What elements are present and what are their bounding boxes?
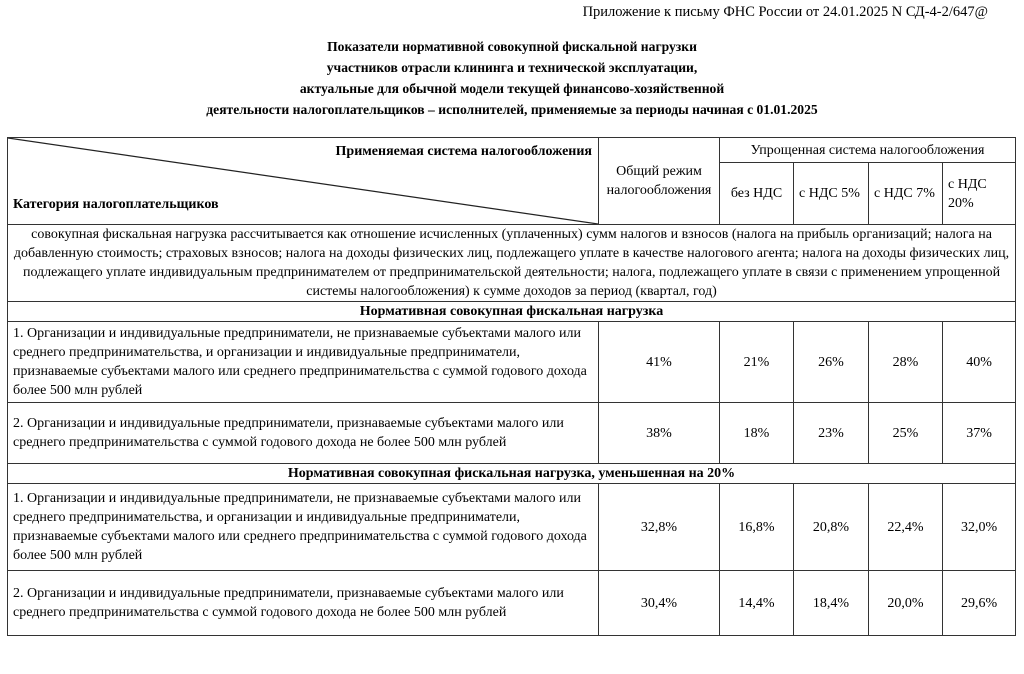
value-usn-vat-7: 25%	[869, 403, 943, 464]
usn-vat-5-header: с НДС 5%	[794, 163, 869, 225]
value-usn-vat-5: 20,8%	[794, 484, 869, 571]
table-row	[8, 403, 1016, 464]
document-title	[0, 36, 1024, 120]
table-row	[8, 484, 1016, 571]
appendix-reference: Приложение к письму ФНС России от 24.01.2025 N СД-4-2/647@	[582, 4, 988, 20]
value-usn-vat-7: 28%	[869, 322, 943, 403]
value-usn-vat-7: 20,0%	[869, 571, 943, 636]
value-general: 41%	[599, 322, 720, 403]
value-usn-no-vat: 16,8%	[720, 484, 794, 571]
simplified-system-header: Упрощенная система налогообложения	[720, 138, 1016, 163]
taxpayer-category-header: Категория налогоплательщиков	[13, 197, 219, 212]
value-usn-vat-5: 23%	[794, 403, 869, 464]
title-line: Показатели нормативной совокупной фискальной нагрузки	[327, 39, 697, 54]
value-usn-no-vat: 21%	[720, 322, 794, 403]
value-usn-vat-20: 40%	[943, 322, 1016, 403]
section-title-reduced: Нормативная совокупная фискальная нагрузка, уменьшенная на 20%	[8, 464, 1016, 484]
value-general: 38%	[599, 403, 720, 464]
title-line: актуальные для обычной модели текущей финансово-хозяйственной	[299, 81, 725, 96]
tax-system-header: Применяемая система налогообложения	[335, 144, 592, 159]
fiscal-burden-table	[7, 137, 1016, 636]
title-line: участников отрасли клининга и технической эксплуатации,	[326, 60, 698, 75]
diagonal-header-cell	[8, 138, 599, 225]
category-cell: 2. Организации и индивидуальные предприниматели, признаваемые субъектами малого или среднего предпринимательства с суммой годового дохода не более 500 млн рублей	[8, 571, 599, 636]
section-header-row	[8, 302, 1016, 322]
section-title-normative: Нормативная совокупная фискальная нагрузка	[8, 302, 1016, 322]
category-cell: 1. Организации и индивидуальные предприниматели, не признаваемые субъектами малого или среднего предпринимательства, и организации и индивидуальные предприниматели, признаваемые субъектами малого или среднего предпринимательства с суммой годового дохода более 500 млн рублей	[8, 484, 599, 571]
header-row-1	[8, 138, 1016, 163]
value-usn-vat-20: 37%	[943, 403, 1016, 464]
value-usn-no-vat: 14,4%	[720, 571, 794, 636]
general-regime-header: Общий режим налогообложения	[599, 138, 720, 225]
value-general: 30,4%	[599, 571, 720, 636]
usn-vat-7-header: с НДС 7%	[869, 163, 943, 225]
value-general: 32,8%	[599, 484, 720, 571]
usn-vat-20-header: с НДС 20%	[943, 163, 1016, 225]
formula-row	[8, 225, 1016, 302]
value-usn-vat-20: 32,0%	[943, 484, 1016, 571]
table-row	[8, 571, 1016, 636]
section-header-row	[8, 464, 1016, 484]
formula-note: совокупная фискальная нагрузка рассчитывается как отношение исчисленных (уплаченных) сумм налогов и взносов (налога на прибыль организаций; налога на добавленную стоимость; страховых взносов; налога на доходы физических лиц, подлежащего уплате в качестве налогового агента; налога на доходы физических лиц, подлежащего уплате индивидуальным предпринимателем от предпринимательской деятельности; налога, подлежащего уплате в связи с применением упрощенной системы налогообложения) к сумме доходов за период (квартал, год)	[8, 225, 1016, 302]
value-usn-vat-20: 29,6%	[943, 571, 1016, 636]
usn-no-vat-header: без НДС	[720, 163, 794, 225]
category-cell: 1. Организации и индивидуальные предприниматели, не признаваемые субъектами малого или среднего предпринимательства, и организации и индивидуальные предприниматели, признаваемые субъектами малого или среднего предпринимательства с суммой годового дохода более 500 млн рублей	[8, 322, 599, 403]
table-row	[8, 322, 1016, 403]
title-line: деятельности налогоплательщиков – исполнителей, применяемые за периоды начиная с 01.01.2025	[206, 102, 818, 117]
value-usn-no-vat: 18%	[720, 403, 794, 464]
value-usn-vat-7: 22,4%	[869, 484, 943, 571]
value-usn-vat-5: 18,4%	[794, 571, 869, 636]
value-usn-vat-5: 26%	[794, 322, 869, 403]
category-cell: 2. Организации и индивидуальные предприниматели, признаваемые субъектами малого или среднего предпринимательства с суммой годового дохода не более 500 млн рублей	[8, 403, 599, 464]
